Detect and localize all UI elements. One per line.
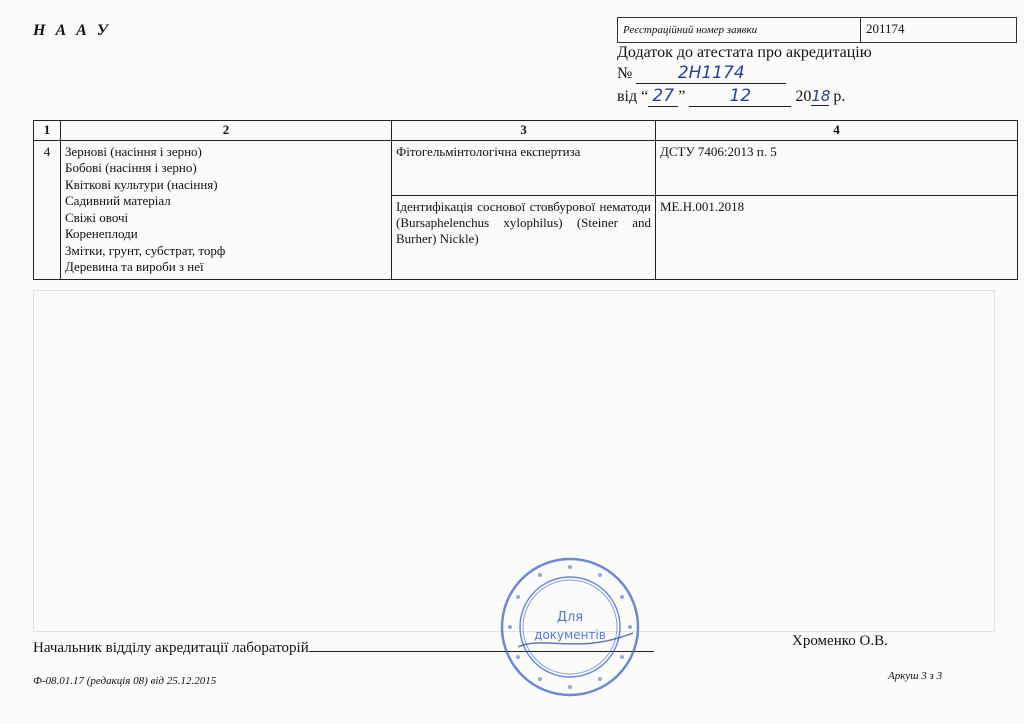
number-prefix: № — [617, 65, 633, 82]
test-document: МЕ.Н.001.2018 — [656, 196, 1018, 279]
stamp-text: документів — [534, 628, 606, 642]
test-name: Ідентифікація соснової стовбурової нематоди (Bursaphelenchus xylophilus) (Steiner and Burher) Nickle) — [392, 196, 656, 279]
form-number: Ф-08.01.17 (редакція 08) від 25.12.2015 — [33, 675, 217, 687]
date-suffix: р. — [829, 88, 846, 105]
date-quote: ” — [678, 88, 686, 105]
addendum-number-row — [617, 63, 786, 84]
column-header: 1 — [34, 121, 61, 141]
addendum-date-row — [617, 86, 845, 107]
official-stamp-icon — [498, 555, 643, 700]
addendum-number: 2Н1174 — [636, 63, 786, 84]
object-item: Квіткові культури (насіння) — [65, 176, 218, 192]
date-day: 27 — [648, 86, 678, 107]
sheet-number: Аркуш 3 з 3 — [888, 670, 943, 682]
date-month: 12 — [689, 86, 791, 107]
row-index: 4 — [34, 140, 61, 279]
object-list — [61, 140, 392, 279]
test-document: ДСТУ 7406:2013 п. 5 — [656, 140, 1018, 196]
date-year-prefix: 20 — [795, 88, 812, 105]
test-name: Фітогельмінтологічна експертиза — [392, 140, 656, 196]
table-row — [34, 140, 1018, 196]
object-item: Садивний матеріал — [65, 193, 171, 208]
column-header: 4 — [656, 121, 1018, 141]
date-prefix: від “ — [617, 88, 649, 105]
registration-label: Реєстраційний номер заявки — [618, 18, 861, 42]
column-header: 3 — [392, 121, 656, 141]
object-item: Коренеплоди — [65, 226, 138, 241]
signature-label: Начальник відділу акредитації лабораторій — [33, 640, 309, 656]
table-header-row — [34, 121, 1018, 141]
object-item: Зернові (насіння і зерно) — [65, 143, 202, 159]
object-item: Деревина та вироби з неї — [65, 259, 204, 274]
org-abbreviation: Н А А У — [33, 22, 111, 39]
object-item: Змітки, грунт, субстрат, торф — [65, 242, 226, 258]
stamp-text: Для — [556, 610, 584, 625]
object-item: Свіжі овочі — [65, 209, 129, 225]
addendum-title: Додаток до атестата про акредитацію — [617, 44, 872, 61]
date-year-suffix: 18 — [811, 87, 831, 105]
registration-box — [617, 17, 1017, 43]
object-item: Бобові (насіння і зерно) — [65, 160, 197, 175]
column-header: 2 — [61, 121, 392, 141]
registration-number: 201174 — [866, 21, 905, 36]
accreditation-table — [33, 120, 1018, 280]
signatory-name: Хроменко О.В. — [792, 633, 888, 649]
